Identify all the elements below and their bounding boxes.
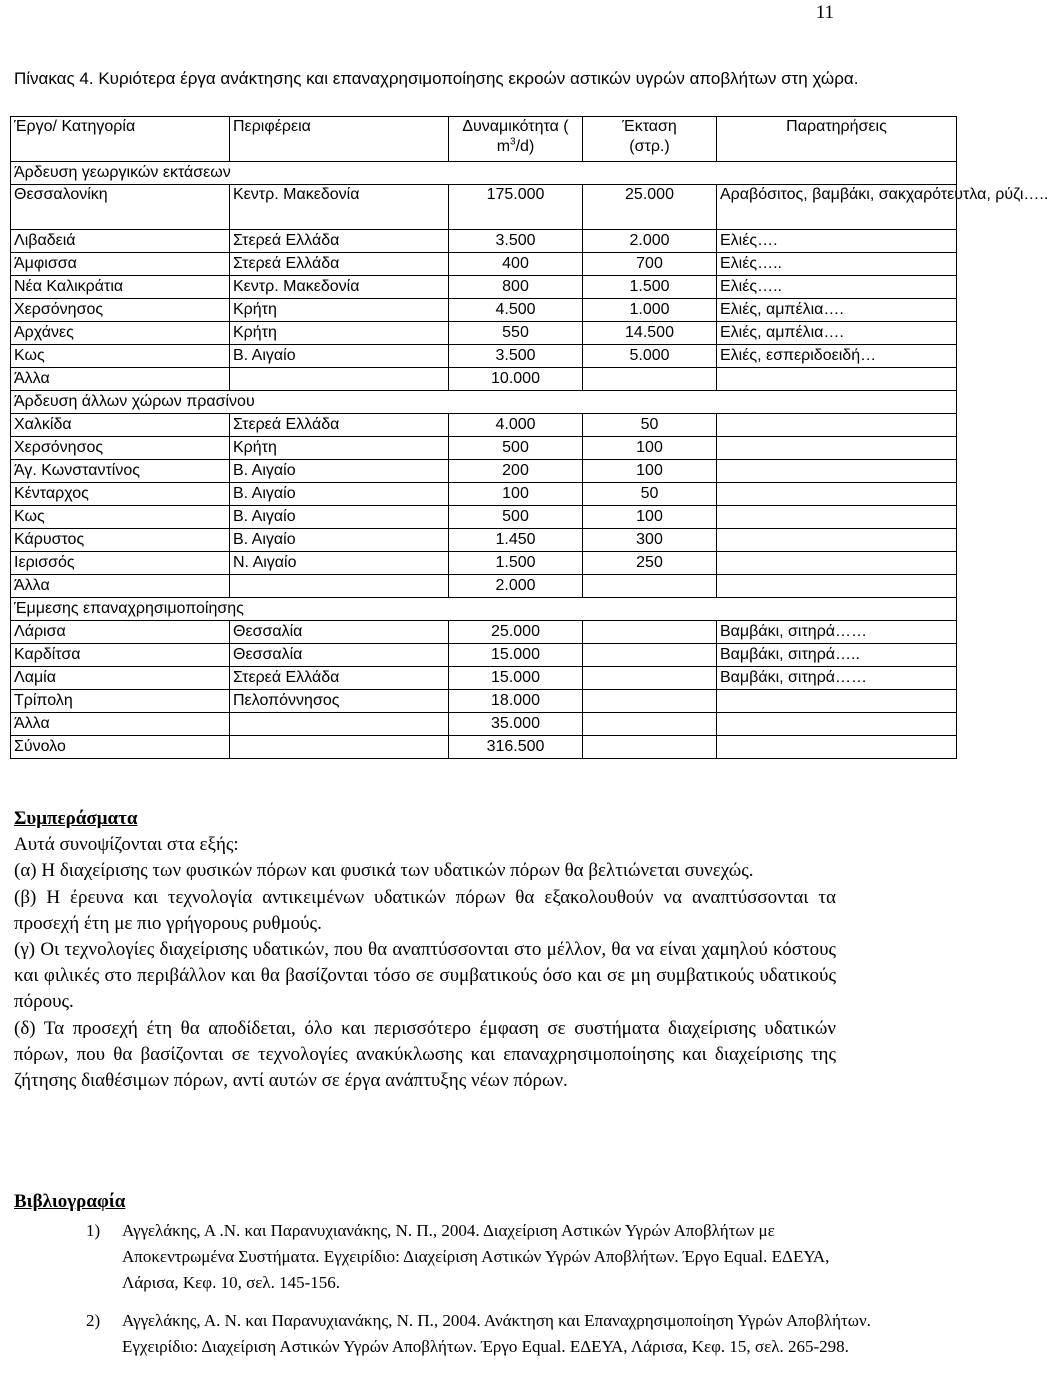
table-row — [11, 253, 957, 276]
cell-area: 14.500 — [583, 322, 717, 345]
table-row — [11, 644, 957, 667]
cell-notes — [717, 414, 957, 437]
table-header-row — [11, 117, 957, 162]
cell-area: 2.000 — [583, 230, 717, 253]
table-row — [11, 483, 957, 506]
header-capacity-unit-m: m — [496, 138, 511, 155]
reference-text: Αγγελάκης, Α .Ν. και Παρανυχιανάκης, Ν. Π., 2004. Διαχείριση Αστικών Υγρών Αποβλήτων με Αποκεντρωμένα Συστήματα. Εγχειρίδιο: Διαχείριση Αστικών Υγρών Αποβλήτων. Έργο Equal. ΕΔΕΥΑ, Λάρισα, Κεφ. 10, σελ. 145-156. — [122, 1221, 830, 1292]
cell-area: 100 — [583, 437, 717, 460]
reference-number: 1) — [86, 1221, 101, 1240]
cell-notes: Αραβόσιτος, βαμβάκι, σακχαρότευτλα, ρύζι….. — [717, 185, 957, 230]
cell-capacity: 35.000 — [449, 713, 583, 736]
cell-project: Άγ. Κωνσταντίνος — [11, 460, 230, 483]
cell-region: Β. Αιγαίο — [230, 506, 449, 529]
table-row — [11, 690, 957, 713]
table-row — [11, 414, 957, 437]
cell-project: Κένταρχος — [11, 483, 230, 506]
cell-area — [583, 644, 717, 667]
cell-capacity: 4.000 — [449, 414, 583, 437]
reference-number: 2) — [86, 1311, 101, 1330]
table-row — [11, 529, 957, 552]
cell-area — [583, 667, 717, 690]
cell-region: Θεσσαλία — [230, 644, 449, 667]
table-row — [11, 736, 957, 759]
cell-area: 25.000 — [583, 185, 717, 230]
cell-capacity: 10.000 — [449, 368, 583, 391]
cell-area — [583, 690, 717, 713]
cell-notes: Βαμβάκι, σιτηρά…… — [717, 667, 957, 690]
cell-notes — [717, 437, 957, 460]
cell-project: Ιερισσός — [11, 552, 230, 575]
cell-notes — [717, 690, 957, 713]
header-capacity-unit-sup: 3 — [510, 136, 516, 148]
page-number: 11 — [815, 2, 834, 23]
cell-project: Άλλα — [11, 575, 230, 598]
cell-area: 100 — [583, 460, 717, 483]
cell-area — [583, 621, 717, 644]
header-region: Περιφέρεια — [230, 117, 449, 162]
section-title: Άρδευση άλλων χώρων πρασίνου — [11, 391, 957, 414]
header-capacity-line2 — [452, 137, 579, 157]
cell-capacity: 1.500 — [449, 552, 583, 575]
conclusions-heading: Συμπεράσματα — [14, 808, 138, 829]
cell-region: Β. Αιγαίο — [230, 483, 449, 506]
cell-region: Πελοπόννησος — [230, 690, 449, 713]
table-row — [11, 299, 957, 322]
reference-text: Αγγελάκης, Α. Ν. και Παρανυχιανάκης, Ν. Π., 2004. Ανάκτηση και Επαναχρησιμοποίηση Υγρών Αποβλήτων. Εγχειρίδιο: Διαχείριση Αστικών Υγρών Αποβλήτων. Έργο Equal. ΕΔΕΥΑ, Λάρισα, Κεφ. 15, σελ. 265-298. — [122, 1311, 871, 1356]
cell-area: 300 — [583, 529, 717, 552]
cell-capacity: 100 — [449, 483, 583, 506]
cell-region: Κρήτη — [230, 299, 449, 322]
header-area — [583, 117, 717, 162]
cell-notes: Ελιές…. — [717, 230, 957, 253]
table-row — [11, 276, 957, 299]
cell-region: Στερεά Ελλάδα — [230, 414, 449, 437]
cell-capacity: 800 — [449, 276, 583, 299]
cell-notes: Ελιές, εσπεριδοειδή… — [717, 345, 957, 368]
header-area-line2: (στρ.) — [629, 138, 670, 155]
bibliography-section — [14, 1190, 914, 1360]
conclusion-item-a: (α) Η διαχείρισης των φυσικών πόρων και φυσικά των υδατικών πόρων θα βελτιώνεται συνεχώς. — [14, 860, 754, 882]
table-row — [11, 230, 957, 253]
cell-notes: Ελιές….. — [717, 253, 957, 276]
cell-area — [583, 713, 717, 736]
cell-region: Ν. Αιγαίο — [230, 552, 449, 575]
cell-project: Τρίπολη — [11, 690, 230, 713]
cell-capacity: 18.000 — [449, 690, 583, 713]
cell-notes: Βαμβάκι, σιτηρά….. — [717, 644, 957, 667]
cell-project: Αρχάνες — [11, 322, 230, 345]
cell-notes — [717, 736, 957, 759]
section-row — [11, 598, 957, 621]
conclusions-intro: Αυτά συνοψίζονται στα εξής: — [14, 834, 239, 856]
reference-item — [14, 1308, 882, 1360]
table-row — [11, 345, 957, 368]
cell-capacity: 500 — [449, 506, 583, 529]
cell-region — [230, 736, 449, 759]
cell-capacity: 1.450 — [449, 529, 583, 552]
cell-notes — [717, 368, 957, 391]
cell-area: 250 — [583, 552, 717, 575]
header-project: Έργο/ Κατηγορία — [11, 117, 230, 162]
cell-project: Λάρισα — [11, 621, 230, 644]
cell-area: 700 — [583, 253, 717, 276]
cell-project: Νέα Καλικράτια — [11, 276, 230, 299]
table-row — [11, 185, 957, 230]
cell-capacity: 3.500 — [449, 345, 583, 368]
cell-capacity: 15.000 — [449, 667, 583, 690]
cell-project: Χερσόνησος — [11, 437, 230, 460]
cell-capacity: 3.500 — [449, 230, 583, 253]
conclusion-item-c: (γ) Οι τεχνολογίες διαχείρισης υδατικών, που θα αναπτύσσονται στο μέλλον, θα να είναι χαμηλού κόστους και φιλικές στο περιβάλλον και θα βασίζονται τόσο σε συμβατικούς όσο και σε μη συμβατικούς υδατικούς πόρους. — [14, 939, 836, 1013]
cell-area — [583, 575, 717, 598]
section-row — [11, 391, 957, 414]
section-row — [11, 162, 957, 185]
cell-region: Στερεά Ελλάδα — [230, 230, 449, 253]
cell-region: Θεσσαλία — [230, 621, 449, 644]
header-area-line1: Έκταση — [622, 118, 677, 135]
cell-region: Β. Αιγαίο — [230, 345, 449, 368]
cell-region: Β. Αιγαίο — [230, 529, 449, 552]
cell-notes: Ελιές, αμπέλια…. — [717, 299, 957, 322]
conclusion-item-d: (δ) Τα προσεχή έτη θα αποδίδεται, όλο και περισσότερο έμφαση σε συστήματα διαχείρισης υδατικών πόρων, που θα βασίζονται σε τεχνολογίες ανακύκλωσης και επαναχρησιμοποίησης και διαχείρισης της ζήτησης διαθέσιμων πόρων, αντί αυτών σε έργα ανάπτυξης νέων πόρων. — [14, 1017, 836, 1092]
cell-notes — [717, 483, 957, 506]
section-title: Άρδευση γεωργικών εκτάσεων — [11, 162, 957, 185]
cell-project: Κάρυστος — [11, 529, 230, 552]
projects-table-body — [11, 117, 1048, 759]
cell-region: Κρήτη — [230, 437, 449, 460]
cell-project: Θεσσαλονίκη — [11, 185, 230, 230]
cell-area: 1.000 — [583, 299, 717, 322]
cell-region — [230, 575, 449, 598]
cell-notes: Ελιές, αμπέλια…. — [717, 322, 957, 345]
cell-project: Σύνολο — [11, 736, 230, 759]
cell-region: Κρήτη — [230, 322, 449, 345]
cell-capacity: 550 — [449, 322, 583, 345]
cell-region: Στερεά Ελλάδα — [230, 253, 449, 276]
cell-project: Χαλκίδα — [11, 414, 230, 437]
cell-project: Άμφισσα — [11, 253, 230, 276]
cell-region — [230, 713, 449, 736]
cell-area — [583, 736, 717, 759]
reference-item — [14, 1218, 842, 1296]
header-notes: Παρατηρήσεις — [717, 117, 957, 162]
cell-project: Κως — [11, 506, 230, 529]
cell-area: 50 — [583, 414, 717, 437]
cell-capacity: 25.000 — [449, 621, 583, 644]
cell-area: 5.000 — [583, 345, 717, 368]
cell-capacity: 200 — [449, 460, 583, 483]
cell-region — [230, 368, 449, 391]
table-row — [11, 621, 957, 644]
conclusions-section — [14, 806, 836, 1094]
table-row — [11, 575, 957, 598]
cell-region: Κεντρ. Μακεδονία — [230, 185, 449, 230]
table-row — [11, 460, 957, 483]
cell-area: 50 — [583, 483, 717, 506]
table-row — [11, 506, 957, 529]
cell-area: 1.500 — [583, 276, 717, 299]
cell-capacity: 15.000 — [449, 644, 583, 667]
cell-area — [583, 368, 717, 391]
cell-notes — [717, 529, 957, 552]
cell-capacity: 2.000 — [449, 575, 583, 598]
projects-table — [10, 116, 1048, 759]
table-row — [11, 667, 957, 690]
cell-notes — [717, 460, 957, 483]
cell-project: Λαμία — [11, 667, 230, 690]
table-row — [11, 437, 957, 460]
table-row — [11, 552, 957, 575]
conclusion-item-b: (β) Η έρευνα και τεχνολογία αντικειμένων υδατικών πόρων θα εξακολουθούν να αναπτύσσονται τα προσεχή έτη με πιο γρήγορους ρυθμούς. — [14, 886, 836, 934]
cell-project: Λιβαδειά — [11, 230, 230, 253]
section-title: Έμμεσης επαναχρησιμοποίησης — [11, 598, 957, 621]
cell-notes — [717, 713, 957, 736]
cell-capacity: 175.000 — [449, 185, 583, 230]
table-row — [11, 368, 957, 391]
cell-project: Κως — [11, 345, 230, 368]
cell-region: Β. Αιγαίο — [230, 460, 449, 483]
cell-area: 100 — [583, 506, 717, 529]
cell-project: Καρδίτσα — [11, 644, 230, 667]
cell-project: Χερσόνησος — [11, 299, 230, 322]
header-capacity — [449, 117, 583, 162]
bibliography-heading: Βιβλιογραφία — [14, 1191, 126, 1212]
cell-capacity: 400 — [449, 253, 583, 276]
cell-capacity: 4.500 — [449, 299, 583, 322]
cell-notes — [717, 575, 957, 598]
cell-notes — [717, 552, 957, 575]
cell-capacity: 316.500 — [449, 736, 583, 759]
cell-notes: Ελιές….. — [717, 276, 957, 299]
cell-region: Στερεά Ελλάδα — [230, 667, 449, 690]
header-capacity-line1: Δυναμικότητα ( — [462, 118, 569, 135]
table-row — [11, 713, 957, 736]
cell-project: Άλλα — [11, 368, 230, 391]
cell-region: Κεντρ. Μακεδονία — [230, 276, 449, 299]
cell-notes: Βαμβάκι, σιτηρά…… — [717, 621, 957, 644]
cell-project: Άλλα — [11, 713, 230, 736]
header-capacity-unit-d: /d) — [515, 138, 535, 155]
table-caption: Πίνακας 4. Κυριότερα έργα ανάκτησης και επαναχρησιμοποίησης εκροών αστικών υγρών αποβλήτων στη χώρα. — [14, 69, 859, 88]
cell-capacity: 500 — [449, 437, 583, 460]
cell-notes — [717, 506, 957, 529]
table-row — [11, 322, 957, 345]
